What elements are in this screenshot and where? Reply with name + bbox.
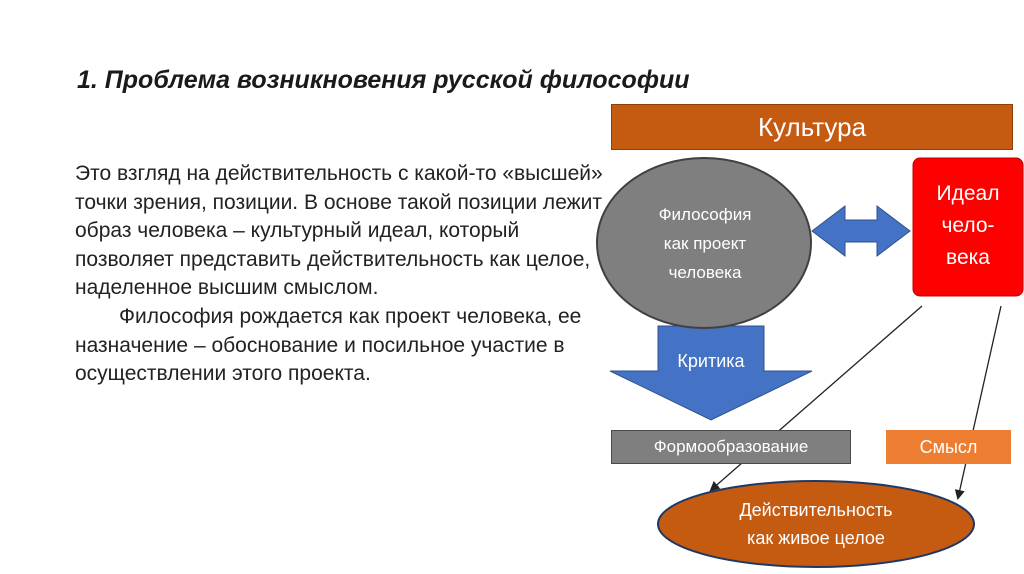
- sense-box: Смысл: [886, 430, 1011, 464]
- culture-bar: Культура: [611, 104, 1013, 150]
- paragraph-2: Философия рождается как проект человека, ее назначение – обоснование и посильное участие в осуществлении этого проекта.: [75, 304, 582, 386]
- critique-label: Критика: [677, 351, 745, 371]
- critique-arrow: [610, 326, 812, 420]
- ideal-line-1: Идеал: [936, 182, 1000, 205]
- reality-label: [660, 496, 972, 552]
- philosophy-line-1: Философия: [658, 205, 752, 224]
- philosophy-line-3: человека: [668, 263, 742, 282]
- reality-line-1: Действительность: [739, 500, 893, 520]
- ideal-to-sense-line: [958, 306, 1001, 498]
- ideal-line-3: века: [946, 246, 990, 269]
- reality-line-2: как живое целое: [747, 528, 885, 548]
- slide-title: 1. Проблема возникновения русской философии: [77, 66, 690, 94]
- philosophy-label: [600, 200, 810, 287]
- formation-box: Формообразование: [611, 430, 851, 464]
- double-arrow: [812, 206, 910, 256]
- philosophy-line-2: как проект: [663, 234, 747, 253]
- ideal-line-2: чело-: [941, 214, 995, 237]
- paragraph-1: Это взгляд на действительность с какой-то «высшей» точки зрения, позиции. В основе такой позиции лежит образ человека – культурный идеал, который позволяет представить действительность как целое, наделенное высшим смыслом.: [75, 162, 603, 300]
- ideal-label: [913, 178, 1023, 274]
